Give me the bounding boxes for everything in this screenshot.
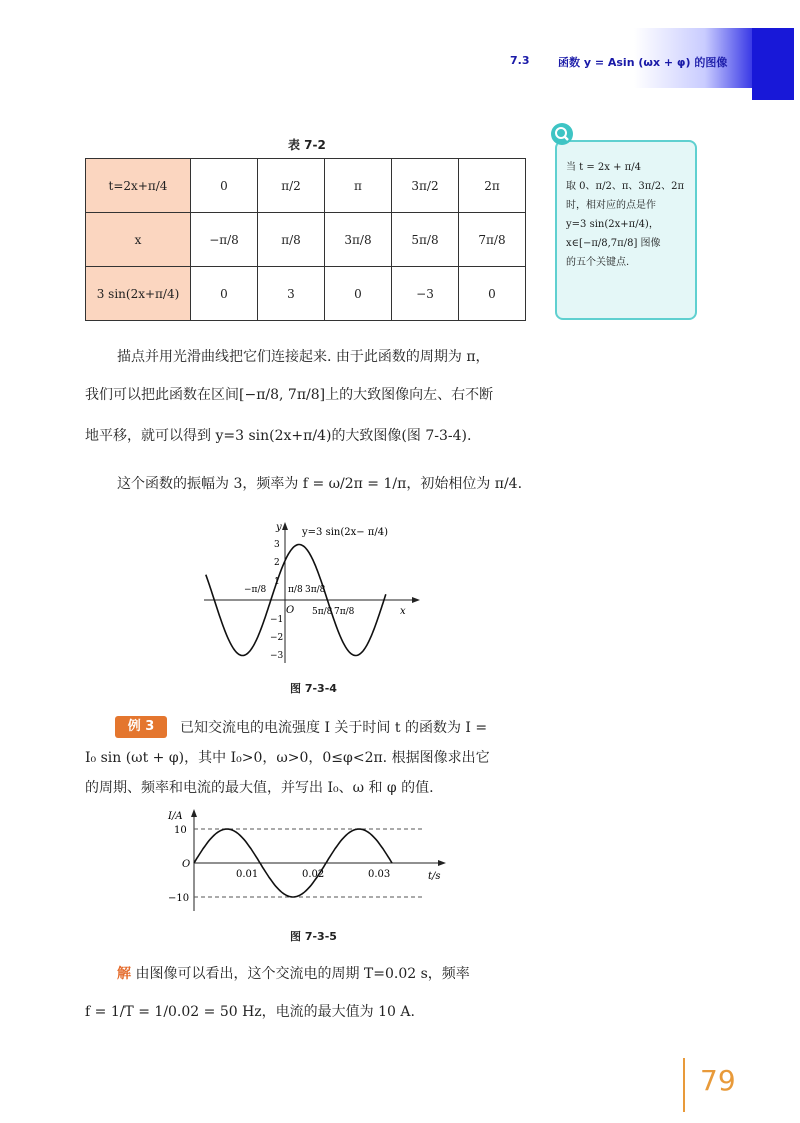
paragraph-line: [85, 383, 493, 407]
y-tick: −10: [168, 893, 190, 904]
solution-line: f = 1/T = 1/0.02 = 50 Hz，电流的最大值为 10 A.: [85, 1004, 415, 1020]
y-tick: 3: [274, 540, 280, 550]
paragraph-line: [85, 424, 471, 448]
x-tick: π/8: [288, 585, 303, 595]
x-tick: 0.01: [236, 869, 259, 880]
table-cell: −3: [392, 267, 459, 321]
value-table: [85, 158, 526, 321]
example-badge: 例 3: [115, 716, 167, 738]
note-line: 时，相对应的点是作: [566, 200, 656, 211]
example-line: 的周期、频率和电流的最大值，并写出 I₀、ω 和 φ 的值.: [85, 780, 434, 796]
i-axis-arrow: [191, 809, 197, 817]
page-number-rule: [683, 1058, 685, 1112]
table-cell: −π/8: [191, 213, 258, 267]
solution-line: [117, 962, 470, 986]
note-line: x∈[−π/8,7π/8] 图像: [566, 238, 661, 249]
table-cell: π: [325, 159, 392, 213]
solution-text: 由图像可以看出，这个交流电的周期 T=0.02 s，频率: [135, 966, 470, 982]
paragraph-line: 这个函数的振幅为 3，频率为 f = ω/2π = 1/π，初始相位为 π/4.: [117, 476, 523, 492]
t-axis-arrow: [438, 860, 446, 866]
table-cell: 0: [191, 159, 258, 213]
solution-label: 解: [117, 966, 131, 982]
sine-graph-figure: [200, 518, 425, 668]
table-cell: π/8: [258, 213, 325, 267]
text-run: 的大致图像(图 7-3-4).: [331, 428, 472, 444]
row-header: t=2x+π/4: [86, 159, 191, 213]
function-label: y=3 sin(2x− π/4): [302, 527, 389, 538]
table-row: [86, 213, 526, 267]
y-axis-arrow: [282, 522, 288, 530]
note-line: 的五个关键点.: [566, 257, 630, 268]
side-note-text: [566, 158, 688, 272]
row-header: x: [86, 213, 191, 267]
section-title: 函数 y = Asin (ωx + φ) 的图像: [558, 56, 728, 69]
table-cell: 3π/8: [325, 213, 392, 267]
x-tick: 5π/8: [312, 607, 333, 617]
origin-label: O: [182, 859, 191, 870]
table-row: [86, 267, 526, 321]
x-label: x: [400, 606, 406, 617]
text-run: 我们可以把此函数在区间: [85, 387, 239, 403]
x-tick: 0.03: [368, 869, 391, 880]
figure-caption: 图 7-3-4: [290, 682, 337, 695]
current-graph-figure: [160, 805, 450, 915]
text-run: 上的大致图像向左、右不断: [325, 387, 494, 403]
x-tick: −π/8: [244, 585, 267, 595]
page-number: 79: [700, 1064, 736, 1097]
i-axis-label: I/A: [168, 811, 183, 822]
y-tick: −3: [270, 651, 284, 661]
argument: (2x+π/4): [269, 428, 332, 444]
y-tick: 2: [274, 558, 280, 568]
note-line: 取 0、π/2、π、3π/2、2π: [566, 181, 685, 192]
table-cell: 7π/8: [459, 213, 526, 267]
header-accent: [752, 28, 794, 100]
x-tick: 0.02: [302, 869, 325, 880]
origin-label: O: [286, 605, 295, 616]
table-cell: 0: [459, 267, 526, 321]
table-row: [86, 159, 526, 213]
text-run: 地平移，就可以得到 y=3 sin: [85, 428, 270, 444]
table-cell: 0: [191, 267, 258, 321]
example-line: 已知交流电的电流强度 I 关于时间 t 的函数为 I =: [180, 720, 488, 736]
magnifier-icon: [551, 123, 573, 145]
t-axis-label: t/s: [428, 871, 441, 882]
table-cell: 5π/8: [392, 213, 459, 267]
row-header: 3 sin(2x+π/4): [86, 267, 191, 321]
note-line: 当 t = 2x + π/4: [566, 162, 641, 173]
table-caption: 表 7-2: [288, 138, 326, 152]
x-tick: 3π/8: [305, 585, 326, 595]
table-cell: π/2: [258, 159, 325, 213]
figure-caption: 图 7-3-5: [290, 930, 337, 943]
y-label: y: [276, 522, 282, 533]
y-tick: 10: [174, 825, 187, 836]
table-cell: 2π: [459, 159, 526, 213]
paragraph-line: 描点并用光滑曲线把它们连接起来. 由于此函数的周期为 π，: [117, 349, 490, 365]
section-number: 7.3: [510, 54, 530, 67]
x-axis-arrow: [412, 597, 420, 603]
example-line: I₀ sin (ωt + φ)，其中 I₀>0，ω>0，0≤φ<2π. 根据图像求出它: [85, 750, 490, 766]
note-line: y=3 sin(2x+π/4)，: [566, 219, 659, 230]
y-tick: 1: [274, 577, 280, 587]
y-tick: −1: [270, 615, 284, 625]
interval: [−π/8, 7π/8]: [239, 387, 326, 403]
table-cell: 3: [258, 267, 325, 321]
table-cell: 0: [325, 267, 392, 321]
table-cell: 3π/2: [392, 159, 459, 213]
x-tick: 7π/8: [334, 607, 355, 617]
y-tick: −2: [270, 633, 284, 643]
